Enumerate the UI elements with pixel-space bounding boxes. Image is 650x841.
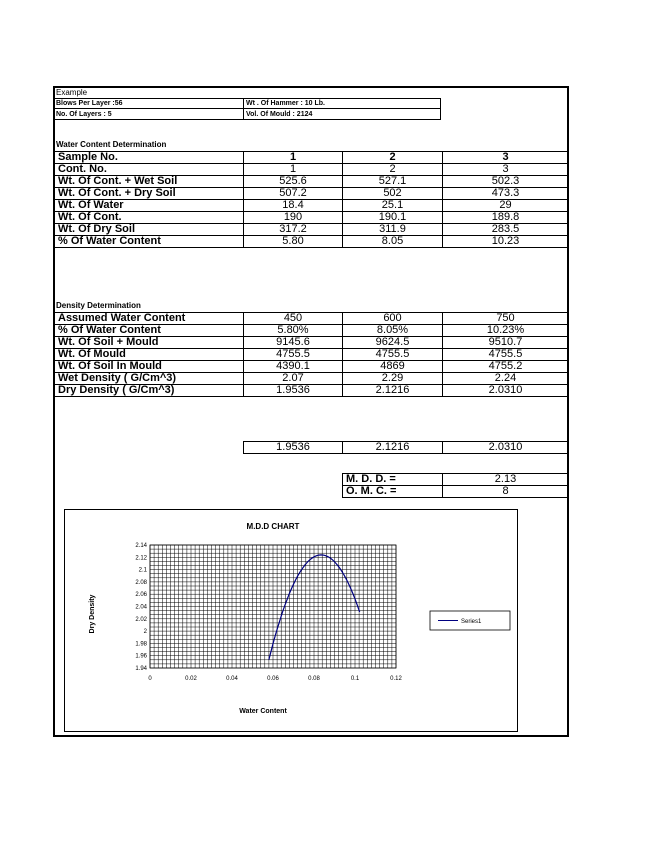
y-tick-label: 2.1 [138, 567, 147, 574]
density-row [55, 313, 569, 325]
water-cell: 507.2 [244, 188, 343, 200]
water-row [55, 200, 569, 212]
water-cell: 2 [343, 164, 443, 176]
density-row-label: Wt. Of Mould [55, 349, 244, 361]
omc-label: O. M. C. = [343, 486, 443, 498]
water-row-label: Wt. Of Dry Soil [55, 224, 244, 236]
density-cell: 9624.5 [343, 337, 443, 349]
water-row-label: % Of Water Content [55, 236, 244, 248]
density-row [55, 373, 569, 385]
density-cell: 1.9536 [244, 385, 343, 397]
density-cell: 2.0310 [443, 385, 569, 397]
omc-value: 8 [443, 486, 569, 498]
water-row-label: Cont. No. [55, 164, 244, 176]
water-cell: 18.4 [244, 200, 343, 212]
number-of-layers: No. Of Layers : 5 [56, 111, 112, 118]
water-cell: 5.80 [244, 236, 343, 248]
density-row-label: % Of Water Content [55, 325, 244, 337]
density-cell: 2.24 [443, 373, 569, 385]
density-row-label: Wt. Of Soil In Mould [55, 361, 244, 373]
density-table [54, 312, 569, 397]
x-axis-label: Water Content [239, 708, 287, 715]
x-tick-label: 0.12 [390, 676, 402, 682]
water-cell: 190 [244, 212, 343, 224]
water-cell: 473.3 [443, 188, 569, 200]
water-cell: 317.2 [244, 224, 343, 236]
density-cell: 4755.2 [443, 361, 569, 373]
density-cell: 4390.1 [244, 361, 343, 373]
water-row [55, 164, 569, 176]
density-row-label: Dry Density ( G/Cm^3) [55, 385, 244, 397]
summary-value-3: 2.0310 [443, 442, 569, 454]
water-row [55, 224, 569, 236]
density-title: Density Determination [56, 301, 141, 310]
water-row [55, 236, 569, 248]
density-cell: 4755.5 [244, 349, 343, 361]
hammer-weight: Wt . Of Hammer : 10 Lb. [246, 100, 325, 107]
water-cell: 25.1 [343, 200, 443, 212]
density-cell: 2.07 [244, 373, 343, 385]
x-tick-label: 0 [148, 676, 152, 682]
legend-series1-label: Series1 [461, 619, 482, 625]
mdd-omc-table [342, 473, 569, 498]
density-cell: 2.1216 [343, 385, 443, 397]
water-content-title: Water Content Determination [56, 140, 167, 149]
x-tick-label: 0.06 [267, 676, 279, 682]
y-tick-label: 1.94 [135, 666, 147, 672]
density-cell: 4869 [343, 361, 443, 373]
water-cell: 8.05 [343, 236, 443, 248]
chart-series [269, 555, 360, 660]
water-cell: 525.6 [244, 176, 343, 188]
mdd-chart-svg [65, 510, 517, 731]
chart-grid [150, 545, 396, 668]
water-cell: 311.9 [343, 224, 443, 236]
mdd-label: M. D. D. = [343, 474, 443, 486]
density-cell: 450 [244, 313, 343, 325]
density-cell: 10.23% [443, 325, 569, 337]
water-cell: 1 [244, 164, 343, 176]
water-cell: 502 [343, 188, 443, 200]
water-row [55, 152, 569, 164]
density-row [55, 325, 569, 337]
water-row-label: Wt. Of Cont. + Dry Soil [55, 188, 244, 200]
y-tick-label: 2.08 [135, 579, 147, 586]
water-cell: 10.23 [443, 236, 569, 248]
density-cell: 2.29 [343, 373, 443, 385]
y-tick-label: 2.12 [135, 555, 147, 562]
density-row [55, 337, 569, 349]
water-row-label: Wt. Of Cont. + Wet Soil [55, 176, 244, 188]
y-tick-label: 2.06 [135, 592, 147, 599]
water-cell: 189.8 [443, 212, 569, 224]
mdd-value: 2.13 [443, 474, 569, 486]
y-tick-label: 1.98 [135, 641, 147, 648]
density-cell: 4755.5 [343, 349, 443, 361]
density-row-label: Wet Density ( G/Cm^3) [55, 373, 244, 385]
mdd-chart [64, 509, 518, 732]
water-cell: 3 [443, 152, 569, 164]
series-line [269, 555, 360, 660]
x-tick-label: 0.1 [350, 676, 360, 682]
x-tick-label: 0.08 [308, 676, 320, 682]
water-row [55, 212, 569, 224]
y-tick-label: 2.04 [135, 604, 147, 611]
y-tick-label: 2 [143, 629, 147, 636]
water-row-label: Wt. Of Cont. [55, 212, 244, 224]
y-tick-label: 1.96 [135, 653, 147, 660]
density-row [55, 385, 569, 397]
water-row-label: Sample No. [55, 152, 244, 164]
chart-title: M.D.D CHART [246, 522, 300, 531]
summary-value-1: 1.9536 [244, 442, 343, 454]
y-tick-label: 2.14 [135, 543, 147, 549]
density-row-label: Assumed Water Content [55, 313, 244, 325]
y-tick-label: 2.02 [135, 616, 147, 623]
water-cell: 527.1 [343, 176, 443, 188]
water-cell: 1 [244, 152, 343, 164]
water-cell: 2 [343, 152, 443, 164]
summary-value-2: 2.1216 [343, 442, 443, 454]
water-cell: 283.5 [443, 224, 569, 236]
y-axis-label: Dry Density [89, 594, 96, 634]
density-cell: 750 [443, 313, 569, 325]
water-row [55, 176, 569, 188]
density-row [55, 361, 569, 373]
dry-density-summary [243, 441, 569, 454]
example-label: Example [56, 88, 88, 97]
blows-per-layer: Blows Per Layer :56 [56, 100, 123, 107]
density-cell: 5.80% [244, 325, 343, 337]
density-cell: 9145.6 [244, 337, 343, 349]
water-row [55, 188, 569, 200]
water-cell: 190.1 [343, 212, 443, 224]
water-cell: 29 [443, 200, 569, 212]
water-cell: 502.3 [443, 176, 569, 188]
density-cell: 4755.5 [443, 349, 569, 361]
water-row-label: Wt. Of Water [55, 200, 244, 212]
density-row-label: Wt. Of Soil + Mould [55, 337, 244, 349]
density-row [55, 349, 569, 361]
density-cell: 600 [343, 313, 443, 325]
density-cell: 8.05% [343, 325, 443, 337]
mould-volume: Vol. Of Mould : 2124 [246, 111, 313, 118]
water-content-table [54, 151, 569, 248]
x-tick-label: 0.04 [226, 676, 238, 682]
water-cell: 3 [443, 164, 569, 176]
x-tick-label: 0.02 [185, 676, 197, 682]
density-cell: 9510.7 [443, 337, 569, 349]
